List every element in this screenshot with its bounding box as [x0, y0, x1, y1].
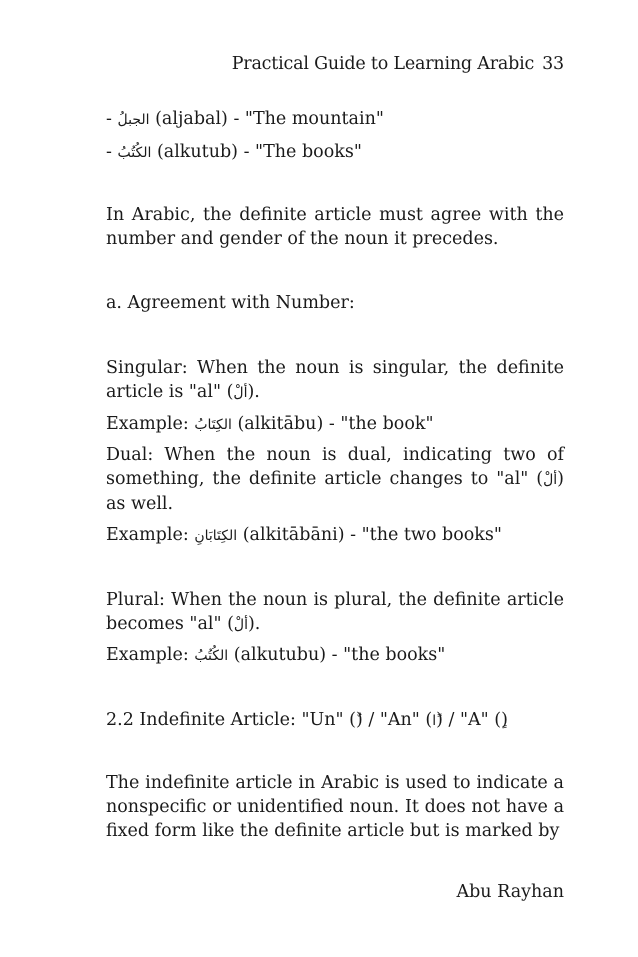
- tanween-fatha-mark: ًا: [432, 713, 437, 729]
- vocab-dash: -: [106, 109, 112, 129]
- section-title: 2.2 Indefinite Article: "Un" (: [106, 710, 356, 730]
- closing-paragraph: The indefinite article in Arabic is used to indicate a nonspecific or unidentified noun. It does not have a fixed form like the definite article but is marked by: [106, 773, 564, 841]
- section-heading-indefinite-article: [106, 708, 508, 733]
- intro-paragraph: In Arabic, the definite article must agree with the number and gender of the noun it precedes.: [106, 205, 564, 249]
- vocab-arabic-word: الكُتُبُ: [117, 145, 152, 161]
- singular-example: [106, 412, 434, 437]
- plural-text-end: ).: [247, 614, 261, 634]
- vocab-arabic-word: الجبلُ: [117, 112, 150, 128]
- subheading-number-agreement: a. Agreement with Number:: [106, 293, 355, 313]
- page-number: 33: [542, 54, 564, 74]
- dual-example: [106, 523, 502, 548]
- example-translation: (alkutubu) - "the books": [233, 645, 446, 665]
- plural-example: [106, 643, 445, 668]
- singular-rule: [106, 356, 564, 405]
- example-arabic-word: الكِتَابَانِ: [194, 528, 238, 544]
- vocab-item: [106, 107, 384, 132]
- vocab-dash: -: [106, 142, 112, 162]
- example-arabic-word: الكُتُبُ: [194, 648, 229, 664]
- section-title-mid: ) / "A" (: [436, 710, 502, 730]
- section-title-end: ): [501, 710, 508, 730]
- example-arabic-word: الكِتَابُ: [194, 417, 232, 433]
- dual-article-arabic: ألْ: [543, 472, 558, 488]
- singular-article-arabic: ألْ: [233, 385, 248, 401]
- singular-text-end: ).: [247, 382, 260, 402]
- example-label: Example:: [106, 414, 189, 434]
- book-page: [106, 0, 564, 957]
- example-label: Example:: [106, 645, 189, 665]
- plural-rule: [106, 588, 564, 637]
- vocab-item: [106, 140, 362, 165]
- singular-text: Singular: When the noun is singular, the definite article is "al" (: [106, 358, 564, 402]
- example-label: Example:: [106, 525, 189, 545]
- example-translation: (alkitābu) - "the book": [237, 414, 434, 434]
- dual-rule: [106, 443, 564, 516]
- running-header: [232, 54, 564, 74]
- vocab-translation: (alkutub) - "The books": [156, 142, 362, 162]
- plural-text: Plural: When the noun is plural, the definite article becomes "al" (: [106, 590, 564, 634]
- book-title: Practical Guide to Learning Arabic: [231, 54, 535, 74]
- dual-text-end: ) as well.: [106, 469, 564, 514]
- example-translation: (alkitābāni) - "the two books": [242, 525, 502, 545]
- dual-text: Dual: When the noun is dual, indicating two of something, the definite article changes to "al" (: [106, 445, 564, 489]
- vocab-translation: (aljabal) - "The mountain": [155, 109, 384, 129]
- author-footer: Abu Rayhan: [456, 882, 564, 902]
- plural-article-arabic: ألْ: [233, 617, 248, 633]
- section-title-mid: ) / "An" (: [355, 710, 433, 730]
